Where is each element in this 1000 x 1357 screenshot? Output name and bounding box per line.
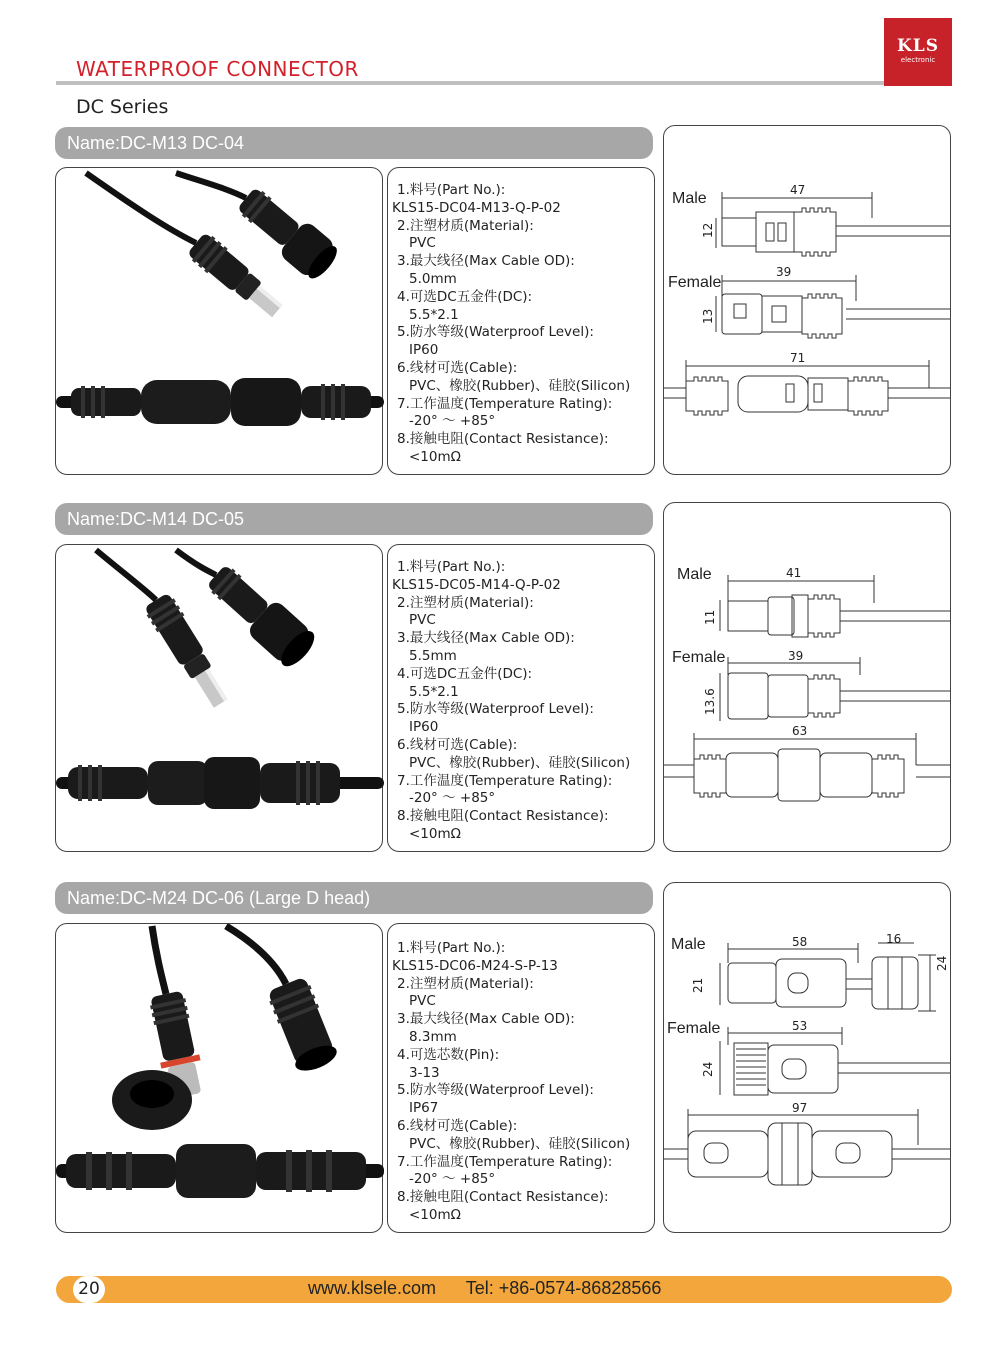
male-diameter: 12 (701, 222, 715, 238)
spec-line: 4.可选芯数(Pin): (397, 1046, 500, 1063)
spec-line: IP67 (409, 1100, 439, 1117)
connector-photo-icon (56, 545, 384, 853)
total-length: 63 (792, 724, 808, 738)
product-photo (55, 544, 383, 852)
spec-line: 5.5*2.1 (409, 306, 459, 323)
spec-line: KLS15-DC05-M14-Q-P-02 (392, 576, 561, 593)
spec-line: 5.0mm (409, 270, 457, 287)
male-length: 58 (792, 935, 808, 949)
spec-line: 7.工作温度(Temperature Rating): (397, 1153, 613, 1170)
page-number: 20 (73, 1276, 105, 1303)
total-length: 71 (790, 351, 806, 365)
product-name-bar (55, 882, 653, 914)
product-name: Name:DC-M13 DC-04 (67, 133, 245, 153)
spec-list (392, 559, 630, 844)
spec-line: 6.线材可选(Cable): (397, 359, 518, 376)
kls-logo (884, 18, 952, 86)
spec-line: 5.5*2.1 (409, 683, 459, 700)
spec-line: 3.最大线径(Max Cable OD): (397, 630, 575, 647)
spec-line: 3.最大线径(Max Cable OD): (397, 1011, 575, 1028)
spec-line: 5.防水等级(Waterproof Level): (397, 701, 594, 718)
female-diameter: 13 (701, 308, 715, 324)
spec-line: 5.防水等级(Waterproof Level): (397, 324, 594, 341)
male-label: Male (672, 190, 707, 207)
spec-line: 8.3mm (409, 1028, 457, 1045)
spec-line: IP60 (409, 719, 439, 736)
female-label: Female (672, 649, 726, 666)
spec-line: KLS15-DC06-M24-S-P-13 (392, 957, 558, 974)
female-label: Female (668, 274, 722, 291)
connector-drawing-icon (664, 883, 952, 1234)
spec-line: 2.注塑材质(Material): (397, 975, 534, 992)
spec-line: PVC、橡胶(Rubber)、硅胶(Silicon) (409, 1135, 631, 1152)
spec-line: 1.料号(Part No.): (397, 559, 506, 575)
spec-line: 5.5mm (409, 647, 457, 664)
spec-line: 3-13 (409, 1064, 440, 1081)
footer-contact (308, 1278, 661, 1299)
spec-panel (387, 167, 655, 475)
dimension-drawing (663, 502, 951, 852)
spec-line: 4.可选DC五金件(DC): (397, 288, 533, 305)
spec-line: -20° ～ +85° (409, 413, 496, 430)
spec-line: 5.防水等级(Waterproof Level): (397, 1082, 594, 1099)
spec-line: PVC (409, 235, 436, 252)
spec-line: <10mΩ (409, 1206, 461, 1223)
product-name-bar (55, 503, 653, 535)
spec-line: 8.接触电阻(Contact Resistance): (397, 808, 609, 825)
spec-line: 7.工作温度(Temperature Rating): (397, 772, 613, 789)
spec-line: 8.接触电阻(Contact Resistance): (397, 431, 609, 448)
spec-line: 1.料号(Part No.): (397, 182, 506, 198)
telephone: Tel: +86-0574-86828566 (465, 1278, 662, 1298)
product-name: Name:DC-M24 DC-06 (Large D head) (67, 888, 371, 908)
logo-main-text: KLS (896, 36, 939, 56)
connector-photo-icon (56, 168, 384, 476)
spec-line: 2.注塑材质(Material): (397, 594, 534, 611)
female-length: 39 (788, 649, 804, 663)
male-diameter: 21 (691, 977, 705, 993)
nut-width: 16 (886, 932, 902, 946)
spec-line: PVC、橡胶(Rubber)、硅胶(Silicon) (409, 377, 631, 394)
connector-drawing-icon (664, 126, 952, 476)
spec-line: -20° ～ +85° (409, 790, 496, 807)
female-diameter: 13.6 (703, 688, 717, 715)
dimension-drawing (663, 882, 951, 1233)
spec-line: IP60 (409, 342, 439, 359)
spec-panel (387, 544, 655, 852)
male-length: 47 (790, 183, 806, 197)
product-name-bar (55, 127, 653, 159)
female-length: 39 (776, 265, 792, 279)
spec-line: <10mΩ (409, 825, 461, 842)
spec-line: KLS15-DC04-M13-Q-P-02 (392, 199, 561, 216)
female-length: 53 (792, 1019, 808, 1033)
connector-drawing-icon (664, 503, 952, 853)
spec-list (392, 182, 630, 467)
spec-line: 7.工作温度(Temperature Rating): (397, 395, 613, 412)
male-diameter: 11 (703, 609, 717, 625)
product-name: Name:DC-M14 DC-05 (67, 509, 245, 529)
spec-line: PVC (409, 993, 436, 1010)
spec-line: <10mΩ (409, 448, 461, 465)
spec-line: 8.接触电阻(Contact Resistance): (397, 1189, 609, 1206)
spec-line: 1.料号(Part No.): (397, 940, 506, 956)
male-length: 41 (786, 566, 802, 580)
header-divider (56, 81, 952, 85)
female-label: Female (667, 1020, 721, 1037)
spec-line: PVC (409, 612, 436, 629)
male-label: Male (677, 566, 712, 583)
product-photo (55, 167, 383, 475)
spec-line: -20° ～ +85° (409, 1171, 496, 1188)
header-title: WATERPROOF CONNECTOR (76, 57, 359, 81)
spec-list (392, 940, 630, 1225)
dimension-drawing (663, 125, 951, 475)
product-photo (55, 923, 383, 1233)
spec-panel (387, 923, 655, 1233)
total-length: 97 (792, 1101, 808, 1115)
spec-line: 4.可选DC五金件(DC): (397, 665, 533, 682)
nut-diameter: 24 (935, 955, 949, 971)
spec-line: 6.线材可选(Cable): (397, 1117, 518, 1134)
spec-line: 6.线材可选(Cable): (397, 736, 518, 753)
female-diameter: 24 (701, 1061, 715, 1077)
spec-line: 2.注塑材质(Material): (397, 217, 534, 234)
spec-line: PVC、橡胶(Rubber)、硅胶(Silicon) (409, 754, 631, 771)
spec-line: 3.最大线径(Max Cable OD): (397, 253, 575, 270)
male-label: Male (671, 936, 706, 953)
website-link[interactable]: www.klsele.com (308, 1278, 437, 1298)
logo-sub-text: electronic (900, 56, 936, 64)
connector-photo-icon (56, 924, 384, 1234)
series-title: DC Series (76, 96, 169, 118)
